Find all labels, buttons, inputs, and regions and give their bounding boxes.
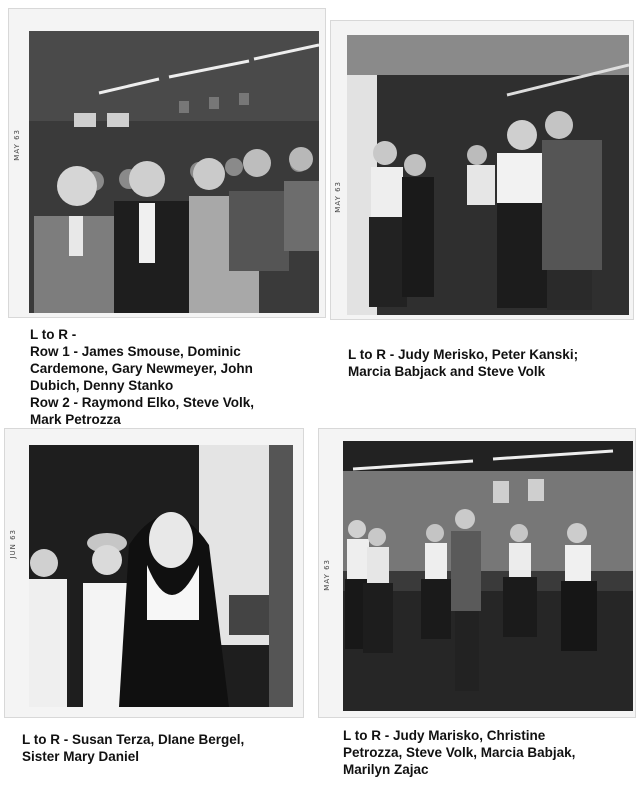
photo-image-group-dancing [343,441,633,711]
photo-image-boys-seated [29,31,319,313]
caption-line: L to R - Judy Merisko, Peter Kanski; [348,347,579,362]
caption-heading: L to R - [30,327,77,342]
caption-line: L to R - Judy Marisko, Christine [343,728,546,743]
caption-line: Mark Petrozza [30,412,121,427]
photo-bottom-right [318,428,636,718]
caption-line: Marilyn Zajac [343,762,429,777]
caption-line: Petrozza, Steve Volk, Marcia Babjak, [343,745,576,760]
caption-bottom-right [343,727,638,778]
caption-bottom-left [22,731,312,765]
caption-line: Cardemone, Gary Newmeyer, John [30,361,253,376]
caption-line: Marcia Babjack and Steve Volk [348,364,546,379]
photo-date-stamp: MAY 63 [323,559,331,591]
photo-image-girls-and-nun [29,445,293,707]
photo-date-stamp: JUN 63 [9,529,17,559]
photo-date-stamp: MAY 63 [334,181,342,213]
caption-line: L to R - Susan Terza, DIane Bergel, [22,732,245,747]
caption-line: Sister Mary Daniel [22,749,140,764]
caption-top-right [348,346,638,380]
caption-line: Row 1 - James Smouse, Dominic [30,344,241,359]
photo-image-couples-dancing [347,35,629,315]
caption-line: Row 2 - Raymond Elko, Steve Volk, [30,395,255,410]
photo-bottom-left [4,428,304,718]
photo-top-right [330,20,634,320]
caption-top-left [30,326,330,428]
photo-date-stamp: MAY 63 [13,129,21,161]
photo-top-left [8,8,326,318]
caption-line: Dubich, Denny Stanko [30,378,174,393]
